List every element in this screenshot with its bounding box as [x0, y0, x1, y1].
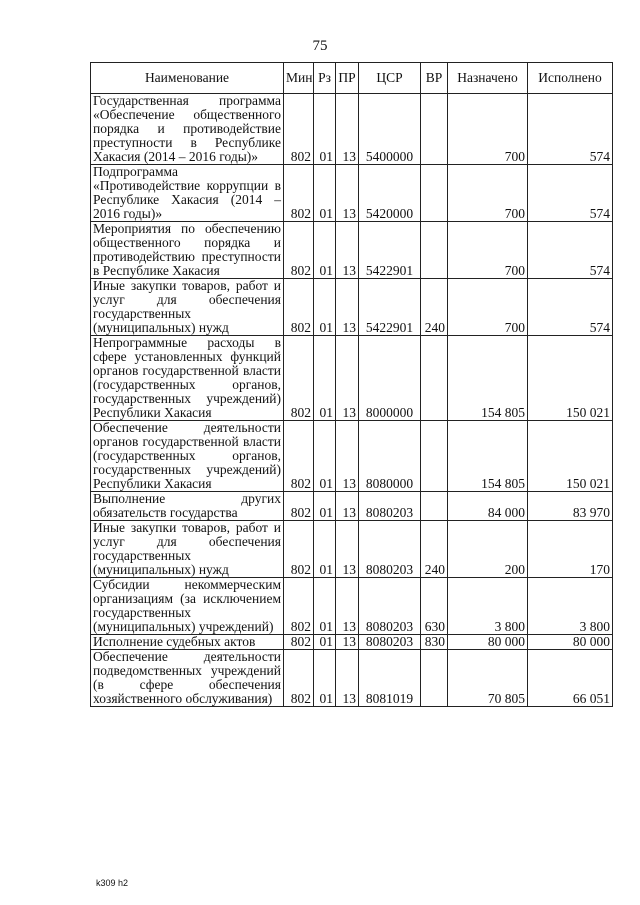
row-csr: 5422901 [359, 222, 421, 279]
table-row [91, 279, 613, 336]
row-min: 802 [284, 279, 314, 336]
row-min: 802 [284, 336, 314, 421]
row-min: 802 [284, 578, 314, 635]
row-rz: 01 [314, 94, 336, 165]
row-rz: 01 [314, 492, 336, 521]
row-csr: 8080203 [359, 578, 421, 635]
row-name: Субсидии некоммерческим организациям (за исключением государственных (муниципальных) учреждений) [91, 578, 284, 635]
footer-code: k309 h2 [96, 878, 129, 888]
row-rz: 01 [314, 650, 336, 707]
row-rz: 01 [314, 222, 336, 279]
row-executed: 150 021 [528, 421, 613, 492]
row-csr: 8081019 [359, 650, 421, 707]
row-min: 802 [284, 165, 314, 222]
row-name: Обеспечение деятельности подведомственных учреждений (в сфере обеспечения хозяйственного обслуживания) [91, 650, 284, 707]
row-name: Непрограммные расходы в сфере установленных функций органов государственной власти (государственных органов, государственных учреждений) Республики Хакасия [91, 336, 284, 421]
row-vr [421, 165, 448, 222]
table-row [91, 521, 613, 578]
row-assigned: 80 000 [448, 635, 528, 650]
row-name: Исполнение судебных актов [91, 635, 284, 650]
row-rz: 01 [314, 336, 336, 421]
row-csr: 5420000 [359, 165, 421, 222]
header-vr: ВР [421, 63, 448, 94]
row-csr: 5400000 [359, 94, 421, 165]
row-rz: 01 [314, 165, 336, 222]
header-rz: Рз [314, 63, 336, 94]
row-vr [421, 336, 448, 421]
row-vr [421, 421, 448, 492]
row-vr [421, 492, 448, 521]
row-vr [421, 650, 448, 707]
header-name: Наименование [91, 63, 284, 94]
row-name: Обеспечение деятельности органов государственной власти (государственных органов, государственных учреждений) Республики Хакасия [91, 421, 284, 492]
row-vr [421, 94, 448, 165]
table-row [91, 578, 613, 635]
row-min: 802 [284, 222, 314, 279]
table-row [91, 222, 613, 279]
row-executed: 66 051 [528, 650, 613, 707]
row-name: Иные закупки товаров, работ и услуг для обеспечения государственных (муниципальных) нужд [91, 521, 284, 578]
row-pr: 13 [336, 578, 359, 635]
header-pr: ПР [336, 63, 359, 94]
row-assigned: 700 [448, 279, 528, 336]
row-name: Подпрограмма «Противодействие коррупции в Республике Хакасия (2014 – 2016 годы)» [91, 165, 284, 222]
table-row [91, 94, 613, 165]
row-pr: 13 [336, 336, 359, 421]
row-min: 802 [284, 421, 314, 492]
header-assigned: Назначено [448, 63, 528, 94]
row-executed: 150 021 [528, 336, 613, 421]
row-name: Мероприятия по обеспечению общественного порядка и противодействию преступности в Республике Хакасия [91, 222, 284, 279]
row-executed: 574 [528, 165, 613, 222]
table-row [91, 650, 613, 707]
table-row [91, 336, 613, 421]
table-row [91, 421, 613, 492]
row-executed: 80 000 [528, 635, 613, 650]
row-rz: 01 [314, 421, 336, 492]
row-pr: 13 [336, 650, 359, 707]
row-rz: 01 [314, 635, 336, 650]
header-min: Мин [284, 63, 314, 94]
row-min: 802 [284, 94, 314, 165]
row-executed: 3 800 [528, 578, 613, 635]
row-executed: 574 [528, 279, 613, 336]
row-csr: 8080000 [359, 421, 421, 492]
row-assigned: 154 805 [448, 421, 528, 492]
row-pr: 13 [336, 421, 359, 492]
table-header-row [91, 63, 613, 94]
row-rz: 01 [314, 578, 336, 635]
row-assigned: 154 805 [448, 336, 528, 421]
row-name: Выполнение других обязательств государства [91, 492, 284, 521]
row-csr: 8080203 [359, 521, 421, 578]
row-pr: 13 [336, 279, 359, 336]
row-pr: 13 [336, 635, 359, 650]
row-assigned: 700 [448, 165, 528, 222]
row-vr: 830 [421, 635, 448, 650]
row-executed: 170 [528, 521, 613, 578]
row-name: Государственная программа «Обеспечение общественного порядка и противодействие преступности в Республике Хакасия (2014 – 2016 годы)» [91, 94, 284, 165]
row-executed: 83 970 [528, 492, 613, 521]
row-executed: 574 [528, 94, 613, 165]
row-vr: 630 [421, 578, 448, 635]
row-vr: 240 [421, 521, 448, 578]
budget-execution-table [90, 62, 613, 707]
row-csr: 8080203 [359, 492, 421, 521]
row-assigned: 700 [448, 94, 528, 165]
row-executed: 574 [528, 222, 613, 279]
page-number: 75 [312, 38, 328, 54]
row-min: 802 [284, 492, 314, 521]
row-csr: 8080203 [359, 635, 421, 650]
row-name: Иные закупки товаров, работ и услуг для обеспечения государственных (муниципальных) нужд [91, 279, 284, 336]
table-row [91, 165, 613, 222]
row-min: 802 [284, 521, 314, 578]
row-vr [421, 222, 448, 279]
header-csr: ЦСР [359, 63, 421, 94]
row-assigned: 700 [448, 222, 528, 279]
row-pr: 13 [336, 165, 359, 222]
row-pr: 13 [336, 94, 359, 165]
row-assigned: 84 000 [448, 492, 528, 521]
row-assigned: 70 805 [448, 650, 528, 707]
row-assigned: 200 [448, 521, 528, 578]
row-rz: 01 [314, 521, 336, 578]
row-csr: 5422901 [359, 279, 421, 336]
table-row [91, 635, 613, 650]
row-rz: 01 [314, 279, 336, 336]
row-pr: 13 [336, 521, 359, 578]
row-assigned: 3 800 [448, 578, 528, 635]
row-min: 802 [284, 650, 314, 707]
row-min: 802 [284, 635, 314, 650]
row-pr: 13 [336, 222, 359, 279]
row-csr: 8000000 [359, 336, 421, 421]
row-vr: 240 [421, 279, 448, 336]
table-row [91, 492, 613, 521]
row-pr: 13 [336, 492, 359, 521]
header-executed: Исполнено [528, 63, 613, 94]
